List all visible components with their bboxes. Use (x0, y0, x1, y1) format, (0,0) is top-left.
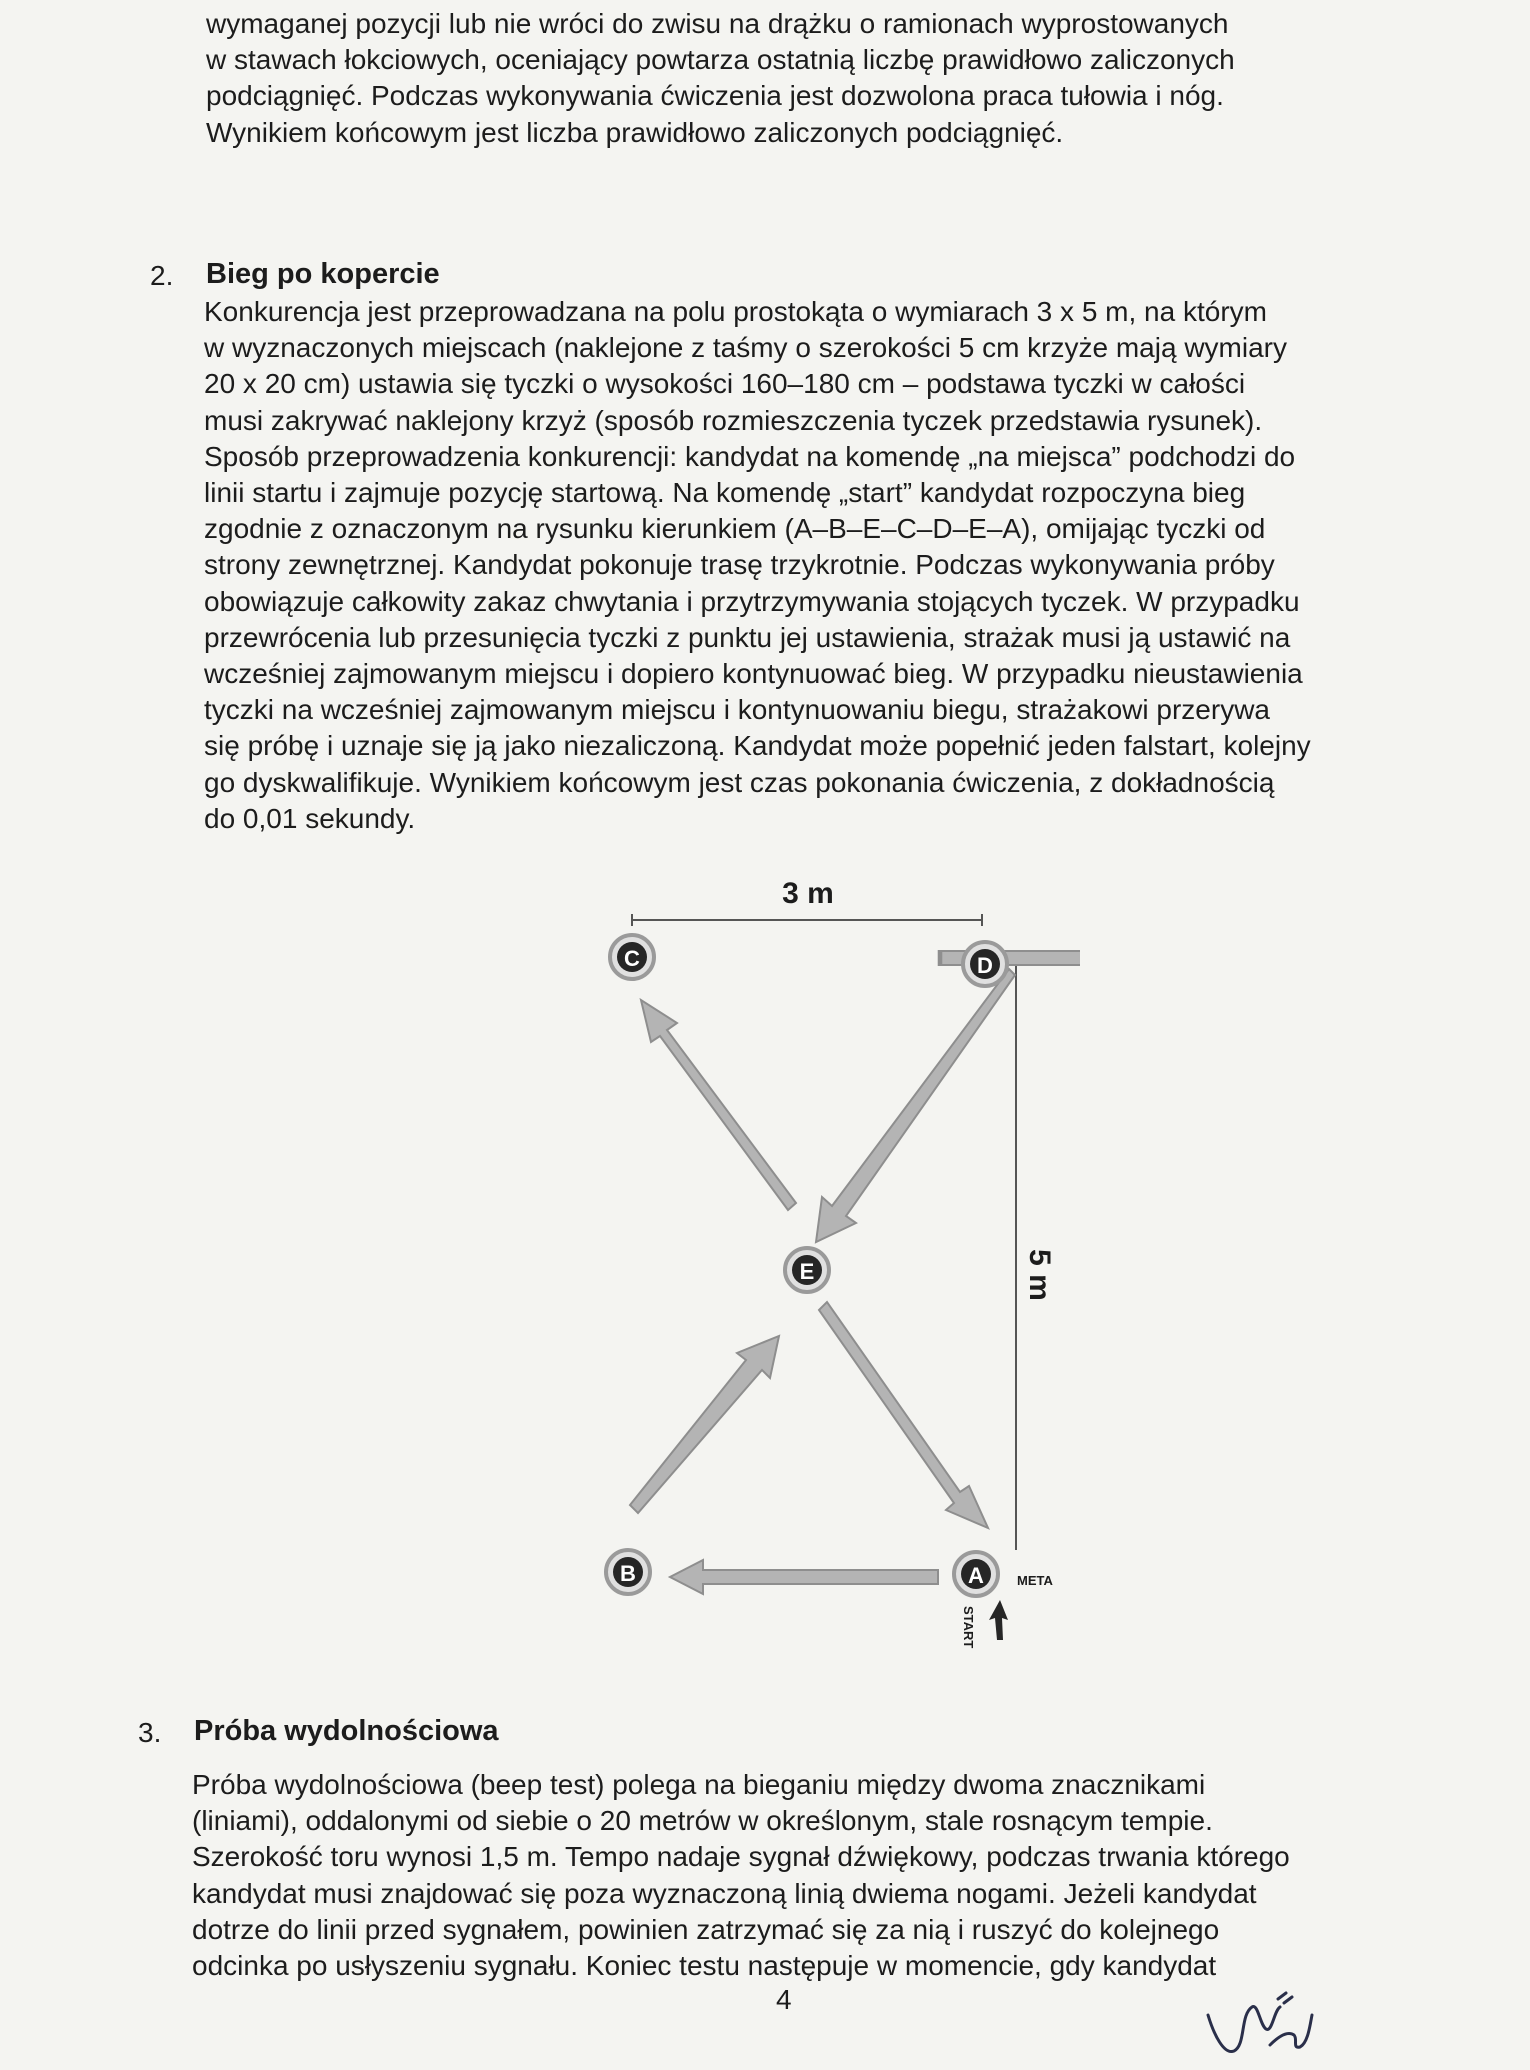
text-line: dotrze do linii przed sygnałem, powinien zatrzymać się za nią i ruszyć do kolejnego (192, 1913, 1220, 1945)
text-line: wymaganej pozycji lub nie wróci do zwisu na drążku o ramionach wyprostowanych (206, 8, 1229, 39)
handwritten-signature (1200, 1985, 1330, 2065)
text-line: Wynikiem końcowym jest liczba prawidłowo zaliczonych podciągnięć. (206, 116, 1064, 148)
section-3-heading: Próba wydolnościowa (194, 1715, 499, 1747)
start-label: START (961, 1606, 976, 1649)
text-line: go dyskwalifikuje. Wynikiem końcowym jest czas pokonania ćwiczenia, z dokładnością (204, 766, 1275, 798)
text-line: przewrócenia lub przesunięcia tyczki z punktu jej ustawienia, strażak musi ją ustawić na (204, 621, 1291, 653)
marker-a (954, 1552, 998, 1596)
text-line: się próbę i uznaje się ją jako niezaliczoną. Kandydat może popełnić jeden falstart, kolejny (204, 730, 1311, 762)
marker-c (610, 935, 654, 979)
arrow-a-to-b (670, 1560, 938, 1594)
page-number: 4 (776, 1984, 792, 2015)
section-2-number: 2. (150, 260, 174, 291)
arrow-e-to-a (819, 1302, 988, 1528)
marker-d (963, 942, 1007, 986)
point-label: C (624, 946, 640, 971)
section-2-paragraph (204, 294, 1460, 837)
text-line: kandydat musi znajdować się poza wyznaczoną linią dwiema nogami. Jeżeli kandydat (192, 1877, 1257, 1909)
text-line: zgodnie z oznaczonym na rysunku kierunkiem (A–B–E–C–D–E–A), omijając tyczki od (204, 513, 1266, 545)
marker-e (785, 1248, 829, 1292)
point-label: D (977, 953, 993, 978)
section-2-heading: Bieg po kopercie (206, 258, 440, 290)
height-label: 5 m (1023, 1249, 1056, 1301)
text-line: linii startu i zajmuje pozycję startową. Na komendę „start” kandydat rozpoczyna bieg (204, 477, 1246, 509)
point-label: B (620, 1561, 636, 1586)
text-line: Konkurencja jest przeprowadzana na polu prostokąta o wymiarach 3 x 5 m, na którym (204, 296, 1267, 327)
text-line: w wyznaczonych miejscach (naklejone z taśmy o szerokości 5 cm krzyże mają wymiary (204, 332, 1287, 364)
text-line: w stawach łokciowych, oceniający powtarza ostatnią liczbę prawidłowo zaliczonych (206, 44, 1235, 76)
text-line: (liniami), oddalonymi od siebie o 20 metrów w określonym, stale rosnącym tempie. (192, 1805, 1213, 1837)
meta-label: META (1017, 1573, 1053, 1588)
text-line: musi zakrywać naklejony krzyż (sposób rozmieszczenia tyczek przedstawia rysunek). (204, 404, 1263, 436)
arrow-b-to-e (630, 1336, 779, 1513)
width-dimension (632, 914, 982, 926)
text-line: Sposób przeprowadzenia konkurencji: kandydat na komendę „na miejsca” podchodzi do (204, 440, 1296, 472)
route-arrows (630, 942, 1080, 1594)
start-arrow (989, 1600, 1008, 1640)
intro-paragraph (206, 6, 1462, 151)
arrow-d-to-e (816, 969, 1015, 1242)
point-label: A (968, 1563, 984, 1588)
text-line: tyczki na wcześniej zajmowanym miejscu i kontynuowaniu biegu, strażakowi przerywa (204, 694, 1270, 726)
arrow-e-to-c (641, 1000, 796, 1210)
section-3-number: 3. (138, 1717, 162, 1748)
text-line: 20 x 20 cm) ustawia się tyczki o wysokości 160–180 cm – podstawa tyczki w całości (204, 368, 1246, 400)
text-line: obowiązuje całkowity zakaz chwytania i przytrzymywania stojących tyczek. W przypadku (204, 585, 1300, 617)
text-line: wcześniej zajmowanym miejscu i dopiero kontynuować bieg. W przypadku nieustawienia (204, 658, 1303, 690)
marker-b (606, 1550, 650, 1594)
text-line: Próba wydolnościowa (beep test) polega na bieganiu między dwoma znacznikami (192, 1769, 1206, 1800)
text-line: strony zewnętrznej. Kandydat pokonuje trasę trzykrotnie. Podczas wykonywania próby (204, 549, 1275, 581)
width-label: 3 m (782, 877, 834, 910)
text-line: odcinka po usłyszeniu sygnału. Koniec testu następuje w momencie, gdy kandydat (192, 1950, 1217, 1982)
point-label: E (799, 1259, 815, 1284)
text-line: do 0,01 sekundy. (204, 802, 416, 834)
course-diagram (520, 860, 1080, 1680)
text-line: Szerokość toru wynosi 1,5 m. Tempo nadaje sygnał dźwiękowy, podczas trwania którego (192, 1841, 1290, 1873)
text-line: podciągnięć. Podczas wykonywania ćwiczenia jest dozwolona praca tułowia i nóg. (206, 80, 1224, 112)
section-3-paragraph (192, 1767, 1450, 1984)
